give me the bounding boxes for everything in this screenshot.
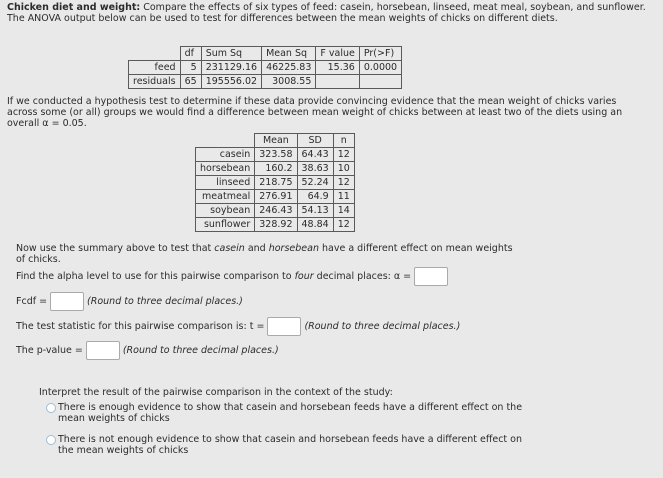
fcdf-hint: (Round to three decimal places.)	[87, 296, 243, 307]
summary-row	[196, 176, 355, 190]
anova-header-cell: df	[180, 47, 201, 61]
t-label: The test statistic for this pairwise comparison is: t =	[16, 321, 265, 332]
summary-cell: 14	[333, 204, 354, 218]
summary-cell: 160.2	[255, 162, 297, 176]
radio-button[interactable]	[46, 435, 56, 445]
anova-cell: feed	[129, 61, 181, 75]
alpha-text: Find the alpha level to use for this pairwise comparison to	[16, 271, 295, 282]
summary-cell: sunflower	[196, 218, 255, 232]
summary-row	[196, 204, 355, 218]
intro-title: Chicken diet and weight:	[7, 2, 141, 13]
p-input[interactable]	[86, 341, 120, 360]
summary-cell: 64.43	[297, 148, 333, 162]
summary-row	[196, 162, 355, 176]
summary-row	[196, 190, 355, 204]
interpret-prompt: Interpret the result of the pairwise comparison in the context of the study:	[39, 387, 393, 398]
summary-cell: 12	[333, 176, 354, 190]
summary-cell: 12	[333, 148, 354, 162]
summary-header-cell: n	[333, 134, 354, 148]
summary-cell: 276.91	[255, 190, 297, 204]
summary-cell: 12	[333, 218, 354, 232]
summary-cell: 38.63	[297, 162, 333, 176]
anova-cell: 231129.16	[201, 61, 261, 75]
intro-paragraph	[7, 2, 652, 24]
anova-header-cell: Sum Sq	[201, 47, 261, 61]
option-label: There is enough evidence to show that casein and horsebean feeds have a different effect on the mean weights of chicks	[58, 402, 523, 424]
now-use-text: have a different effect on mean weights of chicks.	[16, 243, 513, 265]
summary-cell: linseed	[196, 176, 255, 190]
now-use-paragraph	[16, 243, 516, 265]
summary-cell: 11	[333, 190, 354, 204]
summary-cell: horsebean	[196, 162, 255, 176]
anova-cell	[316, 75, 359, 89]
anova-cell: residuals	[129, 75, 181, 89]
summary-row	[196, 218, 355, 232]
summary-cell: 10	[333, 162, 354, 176]
anova-header-row	[129, 47, 402, 61]
anova-cell: 5	[180, 61, 201, 75]
summary-cell: 54.13	[297, 204, 333, 218]
t-hint: (Round to three decimal places.)	[304, 321, 461, 332]
alpha-question	[16, 267, 451, 286]
alpha-emphasis: four	[294, 271, 314, 282]
anova-header-cell	[129, 47, 181, 61]
now-use-emphasis: horsebean	[268, 243, 319, 254]
p-question	[16, 341, 279, 360]
t-question	[16, 317, 460, 336]
anova-cell: 15.36	[316, 61, 359, 75]
fcdf-input[interactable]	[50, 292, 84, 311]
anova-cell: 46225.83	[262, 61, 316, 75]
summary-header-cell: Mean	[255, 134, 297, 148]
summary-cell: 48.84	[297, 218, 333, 232]
radio-button[interactable]	[46, 403, 56, 413]
summary-row	[196, 148, 355, 162]
summary-header-cell: SD	[297, 134, 333, 148]
anova-cell: 0.0000	[359, 61, 401, 75]
summary-cell: 323.58	[255, 148, 297, 162]
summary-cell: 52.24	[297, 176, 333, 190]
option-label: There is not enough evidence to show that casein and horsebean feeds have a different effect on the mean weights of chicks	[58, 434, 523, 456]
summary-cell: 246.43	[255, 204, 297, 218]
anova-header-cell: Pr(>F)	[359, 47, 401, 61]
anova-row	[129, 75, 402, 89]
interpret-option-1[interactable]	[46, 402, 646, 426]
alpha-text: decimal places: α =	[313, 271, 412, 282]
anova-cell: 65	[180, 75, 201, 89]
summary-header-cell	[196, 134, 255, 148]
anova-table	[128, 46, 402, 89]
now-use-text: and	[244, 243, 269, 254]
summary-cell: 64.9	[297, 190, 333, 204]
hypothesis-paragraph: If we conducted a hypothesis test to determine if these data provide convincing evidence that the mean weight of chicks varies across some (or all) groups we would find a difference between mean weight of chicks between at least two of the diets using an overall α = 0.05.	[7, 96, 623, 129]
t-input[interactable]	[267, 317, 301, 336]
summary-header-row	[196, 134, 355, 148]
intro-text: Compare the effects of six types of feed: casein, horsebean, linseed, meat meal, soybean, and sunflower. The ANOVA output below can be used to test for differences between the mean weights of chicks on different diets.	[7, 2, 646, 24]
interpret-option-2[interactable]	[46, 434, 646, 458]
summary-cell: 218.75	[255, 176, 297, 190]
summary-cell: casein	[196, 148, 255, 162]
anova-header-cell: F value	[316, 47, 359, 61]
summary-table	[195, 133, 355, 232]
p-hint: (Round to three decimal places.)	[122, 345, 279, 356]
anova-header-cell: Mean Sq	[262, 47, 316, 61]
now-use-text: Now use the summary above to test that	[16, 243, 215, 254]
fcdf-label: Fcdf =	[16, 296, 48, 307]
summary-cell: meatmeal	[196, 190, 255, 204]
anova-cell: 195556.02	[201, 75, 261, 89]
anova-row	[129, 61, 402, 75]
p-label: The p-value =	[16, 345, 83, 356]
anova-cell: 3008.55	[262, 75, 316, 89]
anova-cell	[359, 75, 401, 89]
alpha-input[interactable]	[414, 267, 448, 286]
summary-cell: soybean	[196, 204, 255, 218]
fcdf-question	[16, 292, 243, 311]
now-use-emphasis: casein	[214, 243, 245, 254]
summary-cell: 328.92	[255, 218, 297, 232]
